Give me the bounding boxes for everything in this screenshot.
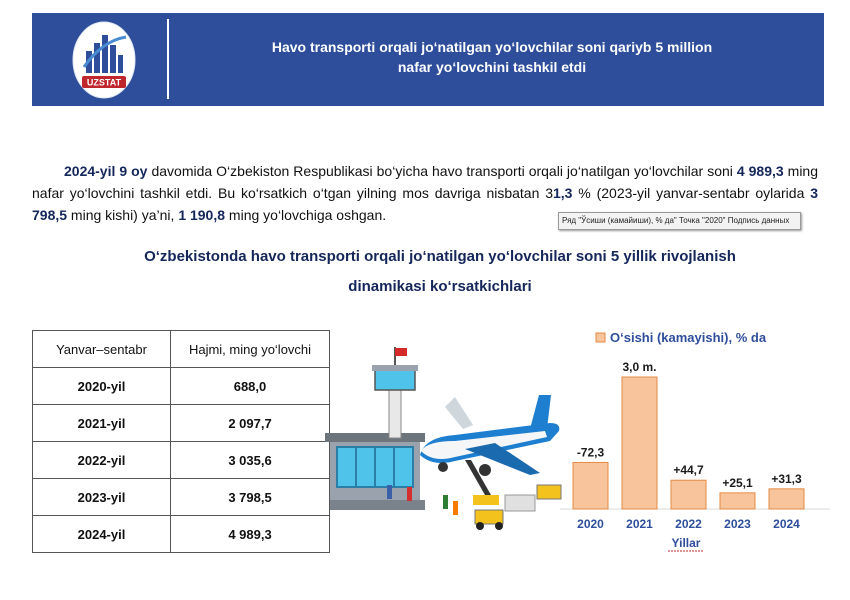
control-tower-icon	[372, 347, 418, 438]
page-title-line-2: nafar yo‘lovchini tashkil etdi	[397, 59, 587, 75]
header-divider	[167, 19, 169, 99]
data-label-2024: +31,3	[771, 471, 802, 486]
bar-2023	[720, 493, 755, 509]
bar-2021	[622, 377, 657, 509]
intro-text-2: ming nafar yo‘lovchini tashkil etdi. Bu ko‘rsatkich o‘tgan yilning mos davriga nisbatan 3	[32, 163, 819, 201]
data-label-2022: +44,7	[673, 463, 704, 478]
page-title	[212, 37, 772, 77]
airplane-icon	[420, 395, 559, 476]
table-cell-year: 2023-yil	[33, 479, 171, 516]
table-cell-year: 2021-yil	[33, 405, 171, 442]
table-cell-year: 2022-yil	[33, 442, 171, 479]
uzstat-logo	[72, 21, 136, 99]
intro-text-5: ming yo‘lovchiga oshgan.	[225, 207, 387, 223]
subtitle-line-1: O‘zbekistonda havo transporti orqali jo‘natilgan yo‘lovchilar soni 5 yillik rivojlanish	[144, 248, 736, 265]
table-header-row	[33, 331, 330, 368]
prev-value: 3 798,5	[32, 185, 818, 223]
bar-2022	[671, 480, 706, 509]
bar-2020	[573, 462, 608, 509]
section-subtitle	[100, 242, 780, 302]
x-tick-2024: 2024	[773, 517, 800, 531]
table-row	[33, 442, 330, 479]
table-header-period: Yanvar–sentabr	[33, 331, 171, 368]
data-label-2020: -72,3	[576, 445, 605, 460]
data-label-2023: +25,1	[722, 475, 753, 490]
logo-text: UZSTAT	[86, 77, 122, 88]
growth-bar-chart	[560, 322, 830, 557]
x-tick-2021: 2021	[626, 517, 653, 531]
table-cell-year: 2020-yil	[33, 368, 171, 405]
table-cell-value: 2 097,7	[171, 405, 330, 442]
table-row	[33, 516, 330, 553]
table-header-volume: Hajmi, ming yo‘lovchi	[171, 331, 330, 368]
table-row	[33, 368, 330, 405]
legend-label: O‘sishi (kamayishi), % da	[610, 330, 767, 345]
header-banner	[32, 13, 824, 106]
table-cell-year: 2024-yil	[33, 516, 171, 553]
page-title-line-1: Havo transporti orqali jo‘natilgan yo‘lovchilar soni qariyb 5 million	[271, 39, 713, 55]
subtitle-line-2: dinamikasi ko‘rsatkichlari	[348, 278, 532, 295]
total-value: 4 989,3	[736, 163, 784, 179]
table-cell-value: 688,0	[171, 368, 330, 405]
bar-2024	[769, 489, 804, 509]
period-text: 2024-yil 9 oy	[64, 163, 148, 179]
intro-text-4: ming kishi) ya’ni,	[67, 207, 179, 223]
x-tick-2022: 2022	[675, 517, 702, 531]
x-tick-2020: 2020	[577, 517, 604, 531]
increase-value: 1 190,8	[178, 207, 226, 223]
data-label-tooltip: Ряд "Ўсиши (камайиши), % да" Точка "2020" Подпись данных	[558, 212, 801, 230]
passenger-table	[32, 330, 330, 553]
x-tick-2023: 2023	[724, 517, 751, 531]
table-cell-value: 4 989,3	[171, 516, 330, 553]
table-row	[33, 405, 330, 442]
table-cell-value: 3 035,6	[171, 442, 330, 479]
intro-text-3: % (2023-yil yanvar-sentabr oylarida	[572, 185, 811, 201]
data-label-2021: 3,0 m.	[622, 360, 657, 374]
legend-swatch	[596, 333, 605, 342]
intro-text-1: davomida O‘zbekiston Respublikasi bo‘yicha havo transporti orqali jo‘natilgan yo‘lovchilar soni	[147, 163, 737, 179]
airport-illustration	[325, 345, 565, 540]
x-axis-label: Yillar	[671, 536, 701, 550]
growth-value: 1,3	[553, 185, 573, 201]
table-cell-value: 3 798,5	[171, 479, 330, 516]
table-row	[33, 479, 330, 516]
